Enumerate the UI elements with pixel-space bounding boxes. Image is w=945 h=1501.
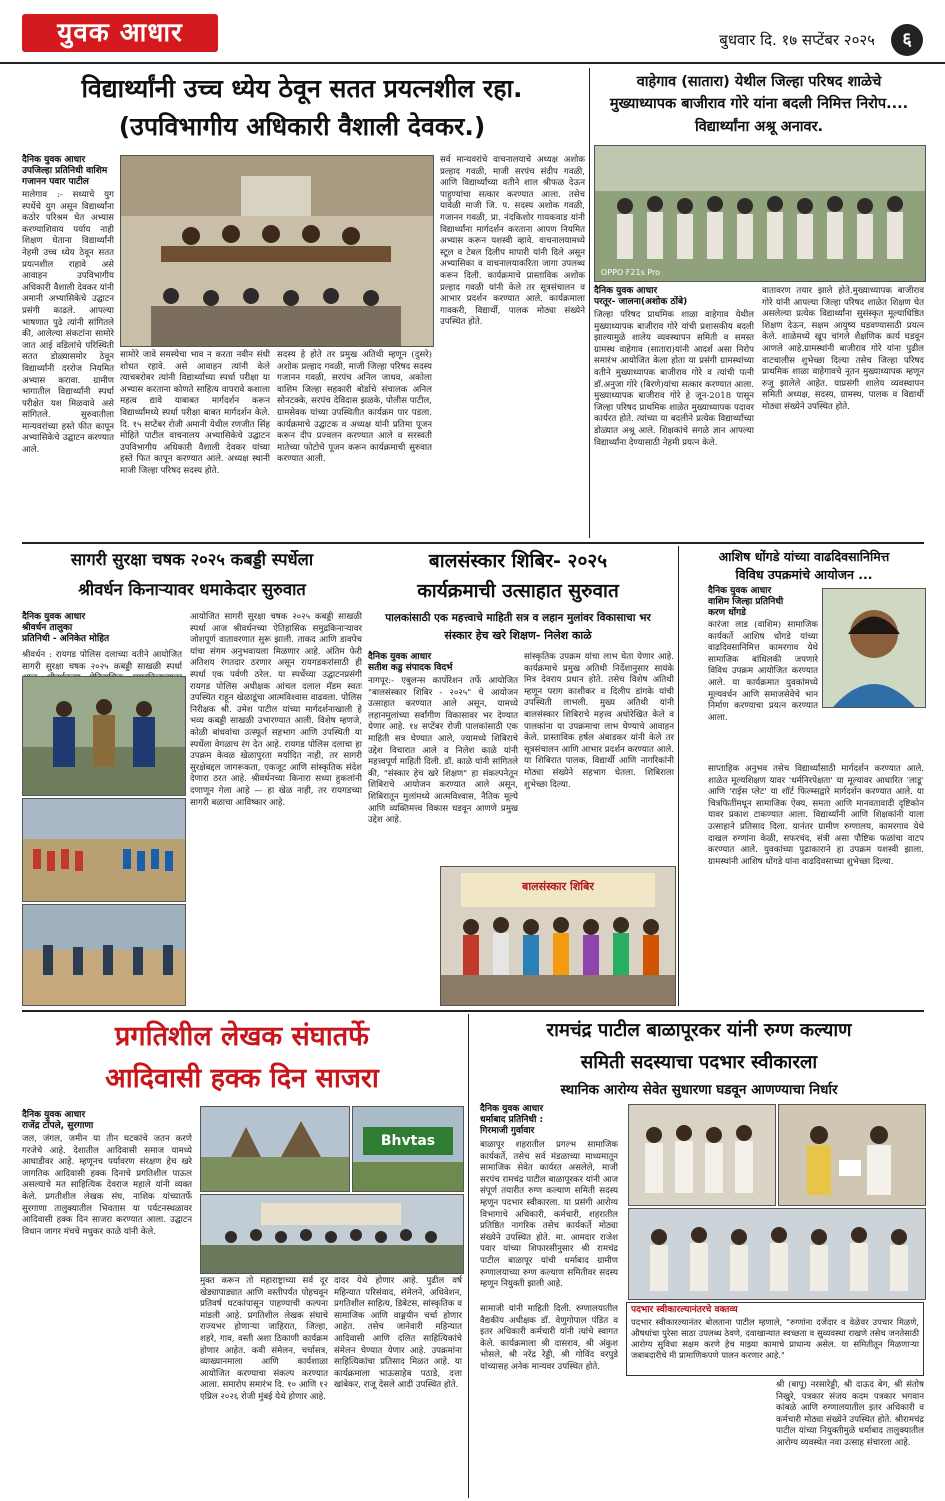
story2-photo xyxy=(594,145,926,282)
story1-subheadline: (उपविभागीय अधिकारी वैशाली देवकर.) xyxy=(118,112,486,141)
story7-column-2: सामाजी यांनी माहिती दिली. रुग्णालयातील वैद्यकीय अधीक्षक डॉ. वेणुगोपाल पंडित व इतर अधिकारी कर्मचारी यांनी त्यांचे स्वागत केले. कार्यक्रमाला श्री दासराव, श्री अंकुश भोसले, श्री नरेंद्र रेड्डी, श्री गोविंद वरपुडे यांच्यासह अनेक मान्यवर उपस्थित होते. xyxy=(480,1304,618,1372)
story7-headline-2: समिती सदस्याचा पदभार स्वीकारला xyxy=(580,1052,818,1073)
story3-photo-2 xyxy=(22,798,186,902)
story6-photo-3 xyxy=(200,1194,464,1274)
story1-column-3: सदस्य हे होते तर प्रमुख अतिथी म्हणून (दुसरे) अशोक प्रल्हाद गवळी, माजी जिल्हा परिषद सदस्य गजानन गवळी, सरपंच अनिल जाधव, अकोला वाशिम जिल्हा सहकारी बोर्डाचे संचालक अनिल सोनटक्के, सरपंच देविदास झळके, पोलीस पाटील, ग्रामसेवक यांच्या उपस्थितीत कार्यक्रम पार पडला. कार्यक्रमाचे उद्घाटक व अध्यक्ष यांनी प्रतिमा पूजन करून दीप प्रज्वलन करण्यात आले व सरस्वती मातेच्या फोटोचे पूजन करून कार्यक्रमाची सुरुवात करण्यात आली. xyxy=(277,350,432,465)
story7-photo-1 xyxy=(628,1104,776,1206)
story7-headline-3: स्थानिक आरोग्य सेवेत सुधारणा घडवून आणण्याचा निर्धार xyxy=(560,1082,838,1098)
classroom-photo-icon xyxy=(121,156,433,346)
column-divider-2 xyxy=(678,546,679,1006)
quote-box-title: पदभार स्वीकारल्यानंतरचे वक्तव्य xyxy=(631,1305,738,1315)
story3-column-2: आयोजित सागरी सुरक्षा चषक २०२५ कबड्डी साखळी स्पर्धा आज श्रीवर्धनच्या ऐतिहासिक समुद्रकिनाऱ्यावर जोशपूर्ण वातावरणात सुरू झाली. ताकद आणि डावपेच यांचा संगम अनुभवायला मिळणार आहे. अंतिम फेरी अतिशय रंगतदार ठरणार असून रायगडकरांसाठी ही स्पर्धा एक पर्वणी ठरेल. या स्पर्धेच्या उद्घाटनप्रसंगी रायगड पोलिस अधीक्षक आंचल दलाल मॅडम स्वतः उपस्थित राहून खेळाडूंचा आत्मविश्वास वाढवला. पोलिस निरीक्षक श्री. उमेश पाटील यांच्या मार्गदर्शनाखाली हे भव्य कबड्डी साखळी उभारण्यात आली. विशेष म्हणजे, कोळी बांधवांचा उत्स्फूर्त सहभाग आणि उपस्थिती या स्पर्धेला वेगळाच रंग देत आहे. रायगड पोलिस दलाचा हा उपक्रम केवळ खेळापुरता मर्यादित नाही, तर सागरी सुरक्षेबद्दल जागरूकता, एकजूट आणि सांस्कृतिक संदेश देणारा ठरत आहे. श्रीवर्धनच्या किनारा सध्या हुकलांनी दणाणून गेला आहे — हा खेळ नाही, तर रायगडच्या सागरी बळाचा आविष्कार आहे. xyxy=(190,612,362,808)
story4-headline-4: संस्कार हेच खरे शिक्षण- निलेश काळे xyxy=(444,629,592,642)
story2-column-1: जिल्हा परिषद प्राथमिक शाळा वाहेगाव येथील मुख्याध्यापक बाजीराव गोरे यांची प्रशासकीय बदली झाल्यामुळे शालेय व्यवस्थापन समिती व समस्त ग्रामस्थ वाहेगाव (सातारा)यांनी आदर्श असा निरोप समारंभ आयोजित केला होता या प्रसंगी ग्रामस्थांच्या वतीने मुख्याध्यापक बाजीराव गोरे व त्यांची पत्नी डॉ.अनुजा गोरे (बिरणे)यांचा सत्कार करण्यात आला. मुख्याध्यापक बाजीराव गोरे हे जून-2018 पासून जिल्हा परिषद प्राथमिक शाळेत मुख्याध्यापक पदावर कार्यरत होते. त्यांच्या या बदलीने प्रत्येक विद्यार्थ्यांच्या डोळ्यात अश्रू आले. शिक्षकांचे सगळे ज्ञान आपल्या विद्यार्थ्यांना देण्यासाठी नेहमी प्रयत्न केले. xyxy=(594,310,754,448)
story6-photo-2 xyxy=(352,1106,464,1192)
story4-column-1: नागपूर:- एबुलन्स कार्पोरेशन तर्फे आयोजित "बालसंस्कार शिबिर - २०२५" चे आयोजन उत्साहात करण्यात आले असून, यामध्ये लहानमुलांच्या सर्वांगीण विकासावर भर देण्यात येणार आहे. १४ सप्टेंबर रोजी पालकांसाठी एक माहिती सत्र घेण्यात आले, ज्यामध्ये शिबिराचे उद्देश विचारात आले व निलेश काळे यांनी महत्त्वपूर्ण माहिती दिली. डॉ. काळे यांनी सांगितले की, "संस्कार हेच खरे शिक्षण" हा संकल्पनेतून शिबिराचे आयोजन करण्यात आले असून, शिबिरातून मुलांमध्ये आत्मविश्वास, नैतिक मूल्ये आणि व्यक्तिमत्त्व विकास घडवून आणणे प्रमुख उद्देश आहे. xyxy=(368,676,518,826)
story5-column-2: साप्ताहिक अनुभव तसेच विद्यार्थ्यांसाठी मार्गदर्शन करण्यात आले. शाळेत मूल्यशिक्षण यावर 'धर्मनिरपेक्षता' या मूल्यावर आधारित 'लाडू' आणि 'राईस प्लेट' या शॉर्ट फिल्म्सद्वारे मार्गदर्शन करण्यात आले. या चित्रफितींमधून सामाजिक ऐक्य, समता आणि मानवतावादी दृष्टिकोन यावर प्रकाश टाकण्यात आला. विद्यार्थ्यांनी आणि शिक्षकांनी याला उत्साहाने प्रतिसाद दिला. यानंतर ग्रामीण रुग्णालय, कामरगाव येथे दाखल रुग्णांना केळी, सफरचंद, संत्री असा पौष्टिक फळांचा वाटप करण्यात आले. युवकांच्या पुढाकाराने हा उपक्रम यशस्वी झाला. ग्रामस्थांनी आशिष धोंगडे यांना वाढदिवसाच्या शुभेच्छा दिल्या. xyxy=(708,764,924,867)
felicitation-photo-icon xyxy=(629,1105,775,1205)
story6-headline-1: प्रगतिशील लेखक संघातर्फे xyxy=(115,1021,369,1052)
column-divider-3 xyxy=(468,1014,469,1498)
person-portrait-icon xyxy=(823,589,925,707)
kabaddi-ground-icon xyxy=(23,799,185,901)
monument-photo-icon xyxy=(201,1107,349,1191)
story2-headline-2: मुख्याध्यापक बाजीराव गोरे यांना बदली निमित्त निरोप.... xyxy=(609,96,909,112)
section-divider xyxy=(22,542,924,544)
photo-watermark: OPPO F21s Pro xyxy=(601,268,660,277)
signboard-photo-icon xyxy=(353,1107,463,1191)
newspaper-logo: युवक आधार xyxy=(22,14,218,52)
story1-byline: दैनिक युवक आधार उपजिल्हा प्रतिनिधी वाशिम गजानन पवार पाटील xyxy=(22,155,108,187)
group-banner-photo-icon xyxy=(201,1195,463,1273)
story3-column-1: श्रीवर्धन : रायगड पोलिस दलाच्या वतीने आयोजित सागरी सुरक्षा चषक २०२५ कबड्डी साखळी स्पर्धा xyxy=(22,650,182,672)
story2-byline: दैनिक युवक आधार परतूर- जालना(अशोक ठोंबे) xyxy=(594,286,688,307)
story3-headline-1: सागरी सुरक्षा चषक २०२५ कबड्डी स्पर्धेला xyxy=(70,550,314,569)
ceremony-photo-icon xyxy=(23,677,185,795)
story3-photo-3 xyxy=(22,904,186,1006)
story5-byline: दैनिक युवक आधार वाशिम जिल्हा प्रतिनिधी करण धोंगडे xyxy=(708,586,784,618)
story1-column-1: मालेगाव :- सध्याचे युग स्पर्धेचे युग असून विद्यार्थ्यांना कठोर परिश्रम घेत अभ्यास करण्याशिवाय पर्याय नाही शिक्षण घेताना विद्यार्थ्यांनी नेहमी उच्च ध्येय ठेवून सतत प्रयत्नशील राहावे असे आवाहन उपविभागीय अधिकारी वैशाली देवकर यांनी अमानी अभ्यासिकेचे उद्घाटन प्रसंगी काढले. आपल्या भाषणात पुढे त्यांनी सांगितले की, आलेल्या संकटांना सामोरे जात आई वडिलांचे परिस्थिती सतत डोळ्यासमोर ठेवून विद्यार्थ्यांनी दररोज नियमित अभ्यास करावा. ग्रामीण भागातील विद्यार्थ्यांनी स्पर्धा परीक्षेत यश मिळवावे असे सांगितले. सुरुवातीला मान्यवरांच्या हस्ते फीत कापून अभ्यासिकेचे उद्घाटन करण्यात आले. xyxy=(22,190,114,456)
story4-photo xyxy=(440,866,676,1006)
story5-portrait xyxy=(822,588,926,708)
story7-column-1: बाळापूर शहरातील प्रगल्भ सामाजिक कार्यकर्ते, तसेच सर्व मंडळाच्या माध्यमातून सामाजिक सेवेत कार्यरत असलेले, माजी सरपंच रामचंद्र पाटील बाळापूरकर यांनी आज संपूर्ण तयारीत रुग्ण कल्याण समिती सदस्य म्हणून पदभार स्वीकारला. या प्रसंगी आरोग्य विभागाचे अधिकारी, कर्मचारी, शहरातील प्रतिष्ठित नागरिक तसेच कार्यकर्ते मोठ्या संख्येने उपस्थित होते. मा. आमदार राजेश पवार यांच्या शिफारसीनुसार श्री रामचंद्र पाटील बाळापूर यांची धर्माबाद ग्रामीण रुग्णालयाच्या रुग्ण कल्याण समितीवर सदस्य म्हणून नियुक्ती झाली आहे. xyxy=(480,1140,618,1290)
story4-headline-1: बालसंस्कार शिबिर- २०२५ xyxy=(428,550,608,572)
story6-column-1: जल, जंगल, जमीन या तीन घटकांचे जतन करणे गरजेचे आहे. देशातील आदिवासी समाज यामध्ये आघाडीवर आहे. म्हणूनच पर्यावरण संरक्षण हेच खरे जागतिक आदिवासी हक्क दिनाचे प्रगतिशील पाऊल असल्याचे मत साहित्यिक देवराज महाले यांनी व्यक्त केले. प्रगतीशील लेखक संघ, नाशिक यांच्यातर्फे सुरगाणा तालुक्यातील भिवतास या पर्यटनस्थळावर आदिवासी हक्क दिन साजरा करण्यात आला. उद्घाटन विधान जागर मंचचे मधुकर काळे यांनी केले. xyxy=(22,1134,192,1237)
story6-headline-2: आदिवासी हक्क दिन साजरा xyxy=(105,1063,379,1094)
story2-headline-3: विद्यार्थ्यांना अश्रू अनावर. xyxy=(694,119,824,135)
quote-box-text: पदभार स्वीकारल्यानंतर बोलताना पाटील म्हणाले, "रुग्णांना दर्जेदार व वेळेवर उपचार मिळणे, औषधांचा पुरेसा साठा उपलब्ध ठेवणे, दवाखान्यात स्वच्छता व सुव्यवस्था राखणे तसेच जनतेसाठी आरोग्य सुविधा सक्षम करणे हेच माझ्या कामाचे प्राधान्य असेल. या समितीतून मिळणाऱ्या जबाबदारीचे मी प्रामाणिकपणे पालन करणार आहे." xyxy=(631,1317,919,1360)
story1-photo xyxy=(120,155,434,347)
story5-headline-2: विविध उपक्रमांचे आयोजन ... xyxy=(735,567,873,582)
players-photo-icon xyxy=(23,905,185,1005)
story2-column-2: वातावरण तयार झाले होते.मुख्याध्यापक बाजीराव गोरे यांनी आपल्या जिल्हा परिषद शाळेत शिक्षण घेत असलेल्या प्रत्येक विद्यार्थ्यांना सुसंस्कृत मूल्याधिष्ठित शिक्षण देऊन, सक्षम आयुष्य घडवण्यासाठी प्रयत्न केले. शाळेमध्ये खूप चांगले शैक्षणिक कार्य घडवून आणले आहे.ग्रामस्थांनी बाजीराव गोरे यांना पुढील वाटचालीस शुभेच्छा दिल्या तसेच जिल्हा परिषद प्राथमिक शाळा वाहेगावचे नूतन मुख्याध्यापक म्हणून रुजू झालेले आहेत. याप्रसंगी शालेय व्यवस्थापन समिती अध्यक्ष, सदस्य, ग्रामस्थ, पालक व विद्यार्थी मोठ्या संख्येने उपस्थित होते. xyxy=(762,286,924,412)
story6-photo-1 xyxy=(200,1106,350,1192)
story6-byline: दैनिक युवक आधार राजेंद्र टोंपले, सुरगाणा xyxy=(22,1110,94,1131)
story7-headline-1: रामचंद्र पाटील बाळापूरकर यांनी रुग्ण कल्याण xyxy=(546,1020,852,1041)
bhivtas-signboard-text: Bhvtas xyxy=(380,1133,436,1149)
story7-quote-box xyxy=(626,1302,924,1376)
story3-byline: दैनिक युवक आधार श्रीवर्धन तालुका प्रतिनिधी - अनिकेत मोहित xyxy=(22,612,110,644)
story4-column-2: सांस्कृतिक उपक्रम यांचा लाभ घेता येणार आहे. कार्यक्रमाचे प्रमुख अतिथी निर्देशानुसार सायंके मित्र देवराय प्रधान होते. तसेच विशेष अतिथी म्हणून पराग काशीकर व दिलीप डांगके यांची उपस्थिती लाभली. मुख्य अतिथी यांनी बालसंस्कार शिबिराचे महत्त्व अधोरेखित केले व पालकांना या उपक्रमाचा लाभ घेण्याचे आवाहन केले. प्रास्ताविक हर्षल अंबाडकर यांनी केले तर सूत्रसंचालन आणि आभार प्रदर्शन करण्यात आले. या शिबिरात पालक, विद्यार्थी आणि नागरिकांनी मोठ्या संख्येने सहभाग घेतला. शिबिराला शुभेच्छा दिल्या. xyxy=(524,652,674,790)
story1-column-2: सामोरे जावे समस्येचा भाव न करता नवीन संधी शोधत रहावे. असे आवाहन त्यांनी केले त्याचबरोबर त्यांनी विद्यार्थ्यांच्या स्पर्धा परीक्षा या अभ्यास करताना कोणते साहित्य वापरावे कशाला महत्व द्यावे याबाबत मार्गदर्शन करून विद्यार्थ्यांमध्ये स्पर्धा परीक्षा बाबत मार्गदर्शन केले. दि. १५ सप्टेंबर रोजी अमानी येथील रणजीत सिंह मोहिते पाटील वाचनालय अभ्यासिकेचे उद्घाटन उपविभागीय अधिकारी वैशाली देवकर यांच्या हस्ते फित कापून करण्यात आले. अध्यक्ष स्थानी माजी जिल्हा परिषद सदस्य होते. xyxy=(120,350,270,476)
photo-banner-text: बालसंस्कार शिबिर xyxy=(522,880,594,893)
story4-byline: दैनिक युवक आधार सतीश कडु संपादक विदर्भ xyxy=(368,652,453,673)
story7-photo-2 xyxy=(778,1104,926,1206)
section-divider-2 xyxy=(22,1010,924,1012)
page-number: ६ xyxy=(891,24,923,56)
story3-photo-1 xyxy=(22,676,186,796)
story5-column-1: कारंजा लाड (वाशिम) सामाजिक कार्यकर्ते आशिष धोंगडे यांच्या वाढदिवसानिमित्त कामरगाव येथे सामाजिक बांधिलकी जपणारे विविध उपक्रम आयोजित करण्यात आले. या कार्यक्रमात युवकांमध्ये मूल्यवर्धन आणि समाजसेवेचे भान निर्माण करण्याचा प्रयत्न करण्यात आला. xyxy=(708,620,818,723)
masthead xyxy=(0,0,945,64)
story7-photo-3 xyxy=(628,1208,926,1300)
story5-headline-1: आशिष धोंगडे यांच्या वाढदिवसानिमित्त xyxy=(718,549,890,564)
story6-column-2: मुक्त करून तो महाराष्ट्राच्या सर्व दूर खेड्यापाड्यात आणि वस्तीपर्यंत पोहचवून प्रतिवर्ष घटकांपासून पाहण्याची कल्पना मांडली आहे. प्रगतिशील लेखक संघाचे राज्यभर होणाऱ्या जाहिरात, जिल्हा, शहरे, गाव, वस्ती अशा ठिकाणी कार्यक्रम होणार आहेत. कवी संमेलन, चर्चासत्र, व्याख्यानमाला आणि कार्यशाळा आयोजित करण्याचा संकल्प करण्यात आला. समारोप समारंभ दि. १० आणि १२ एप्रिल २०२६ रोजी मुंबई येथे होणार आहे. xyxy=(200,1276,328,1402)
issue-date: बुधवार दि. १७ सप्टेंबर २०२५ xyxy=(719,31,875,49)
story2-headline-1: वाहेगाव (सातारा) येथील जिल्हा परिषद शाळेचे xyxy=(636,74,882,90)
story7-byline: दैनिक युवक आधार धर्माबाद प्रतिनिधी : गिरमाजी गुर्वावार xyxy=(480,1104,544,1136)
group-photo-icon xyxy=(595,146,925,281)
story4-headline-3: पालकांसाठी एक महत्त्वाचे माहिती सत्र व लहान मुलांवर विकासाचा भर xyxy=(385,612,651,624)
handover-photo-icon xyxy=(779,1105,925,1205)
story6-column-3: दादर येथे होणार आहे. पुढील वर्ष महिन्यात परिसंवाद, संमेलने, अधिवेशन, प्रगतिशील साहित्य, डिबेटस, सांस्कृतिक व सामाजिक आणि वाङ्मयीन चर्चा होणार आहेत. तसेच जानेवारी महिन्यात आदिवासी आणि दलित साहित्यिकांचे संमेलन घेण्यात येणार आहे. उपक्रमांना साहित्यिकांचा प्रतिसाद मिळत आहे. या कार्यक्रमाला भाऊसाहेब पठाडे, दत्ता खांबेकर, राजू देसले आदी उपस्थित होते. xyxy=(334,1276,462,1391)
story7-column-3: श्री (बापू) नरसारेड्डी, श्री दाऊद बेग, श्री संतोष निखुरे, पत्रकार संजय कदम पत्रकार भगवान कांबळे आणि रुग्णालयातील इतर अधिकारी व कर्मचारी मोठ्या संख्येने उपस्थित होते. श्रीरामचंद्र पाटील यांच्या नियुक्तीमुळे धर्माबाद तालुक्यातील आरोग्य व्यवस्थेत नवा उत्साह संचारला आहे. xyxy=(776,1380,924,1448)
story1-column-4: सर्व मान्यवरांचे वाचनालयाचे अध्यक्ष अशोक प्रल्हाद गवळी, माजी सरपंच संदीप गवळी, आणि विद्यार्थ्यांच्या वतीने शाल श्रीफळ देऊन पाहुण्यांचा सत्कार करण्यात आला. तसेच यावेळी माजी जि. प. सदस्य अशोक गवळी, गजानन गवळी, प्रा. नंदकिशोर गायकवाड यांनी विद्यार्थ्यांना मार्गदर्शन करताना आपण नियमित अभ्यास करून यशस्वी व्हावे. वाचनालयामध्ये स्टूल व टेबल दिलीप मापारी यांनी दिले असून अभ्यासिका व वाचनालयाकरिता जागा उपलब्ध करून दिली. कार्यक्रमाचे प्रास्ताविक अशोक प्रल्हाद गवळी यांनी केले तर सूत्रसंचालन व आभार प्रदर्शन करण्यात आले. कार्यक्रमाला गावकरी, विद्यार्थी, पालक मोठ्या संख्येने उपस्थित होते. xyxy=(440,155,585,328)
story3-headline-2: श्रीवर्धन किनाऱ्यावर धमाकेदार सुरुवात xyxy=(78,580,306,599)
column-divider xyxy=(589,68,590,538)
story1-headline: विद्यार्थ्यांनी उच्च ध्येय ठेवून सतत प्रयत्नशील रहा. xyxy=(81,74,523,103)
hospital-meeting-photo-icon xyxy=(629,1209,925,1299)
story4-headline-2: कार्यक्रमाची उत्साहात सुरुवात xyxy=(417,580,619,602)
